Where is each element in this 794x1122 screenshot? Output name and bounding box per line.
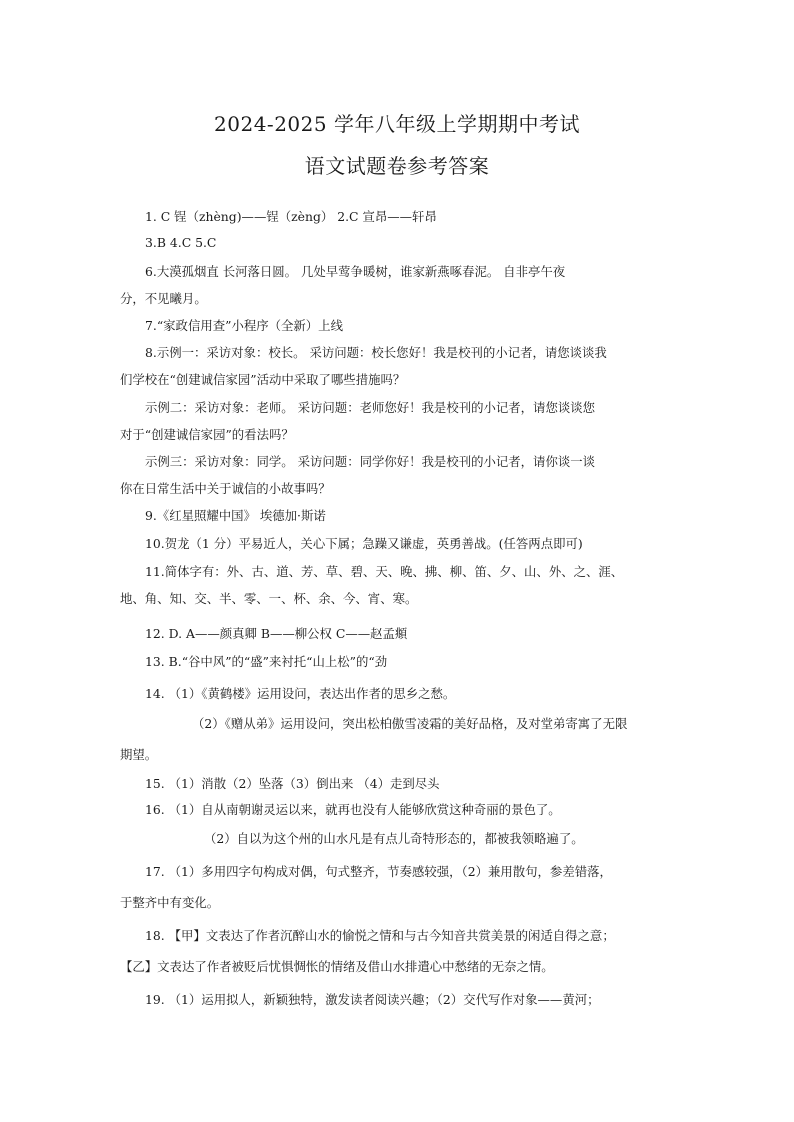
answer-line: 【乙】文表达了作者被贬后忧惧惆怅的情绪及借山水排遣心中愁绪的无奈之情。 [120,959,554,974]
document-subtitle: 语文试题卷参考答案 [304,154,490,178]
answer-line: （2）《赠从弟》运用设问，突出松柏傲雪凌霜的美好品格，及对堂弟寄寓了无限 [192,716,628,731]
answer-line: 16. （1）自从南朝谢灵运以来，就再也没有人能够欣赏这种奇丽的景色了。 [145,802,561,817]
answer-line: 7.“家政信用查”小程序（全新）上线 [145,318,343,333]
answer-line: 你在日常生活中关于诚信的小故事吗？ [120,481,331,496]
answer-line: 14. （1）《黄鹤楼》运用设问，表达出作者的思乡之愁。 [145,686,456,701]
answer-line: 于整齐中有变化。 [120,895,220,910]
answer-line: 期望。 [120,747,158,762]
answer-line: 们学校在“创建诚信家园”活动中采取了哪些措施吗？ [120,372,406,387]
answer-line: 17. （1）多用四字句构成对偶，句式整齐，节奏感较强，（2）兼用散句，参差错落， [145,864,612,879]
answer-line: 8.示例一：采访对象：校长。 采访问题：校长您好！我是校刊的小记者，请您谈谈我 [145,345,607,360]
answer-line: 6.大漠孤烟直 长河落日圆。 几处早莺争暖树，谁家新燕啄春泥。 自非亭午夜 [145,264,566,279]
answer-line: 15. （1）消散（2）坠落（3）倒出来 （4）走到尽头 [145,776,440,791]
answer-line: 分，不见曦月。 [120,291,207,306]
answer-line: 对于“创建诚信家园”的看法吗？ [120,427,294,442]
answer-line: 12. D. A——颜真卿 B——柳公权 C——赵孟頫 [145,626,408,641]
answer-line: （2）自以为这个州的山水凡是有点儿奇特形态的，都被我领略遍了。 [204,831,584,846]
answer-line: 地、角、知、交、半、零、一、杯、余、今、宵、寒。 [120,591,418,606]
answer-line: 示例三：采访对象：同学。 采访问题：同学你好！我是校刊的小记者，请你谈一谈 [145,454,596,469]
answer-line: 9.《红星照耀中国》 埃德加·斯诺 [145,508,326,523]
answer-line: 13. B.“谷中风”的“盛”来衬托“山上松”的“劲 [145,654,388,669]
answer-line: 10.贺龙（1 分）平易近人，关心下属；急躁又谦虚，英勇善战。(任答两点即可) [145,536,583,551]
answer-line: 19. （1）运用拟人，新颖独特，激发读者阅读兴趣；（2）交代写作对象——黄河； [145,992,600,1007]
document-title: 2024-2025 学年八年级上学期期中考试 [214,112,580,136]
answer-line: 3.B 4.C 5.C [145,235,217,250]
answer-line: 示例二：采访对象：老师。 采访问题：老师您好！我是校刊的小记者，请您谈谈您 [145,400,596,415]
answer-line: 1. C 锃（zhèng)——锃（zèng） 2.C 宣昂——轩昂 [145,209,437,224]
answer-line: 11.简体字有：外、古、道、芳、草、碧、天、晚、拂、柳、笛、夕、山、外、之、涯、 [145,564,624,579]
answer-line: 18. 【甲】文表达了作者沉醉山水的愉悦之情和与古今知音共赏美景的闲适自得之意； [145,928,615,943]
